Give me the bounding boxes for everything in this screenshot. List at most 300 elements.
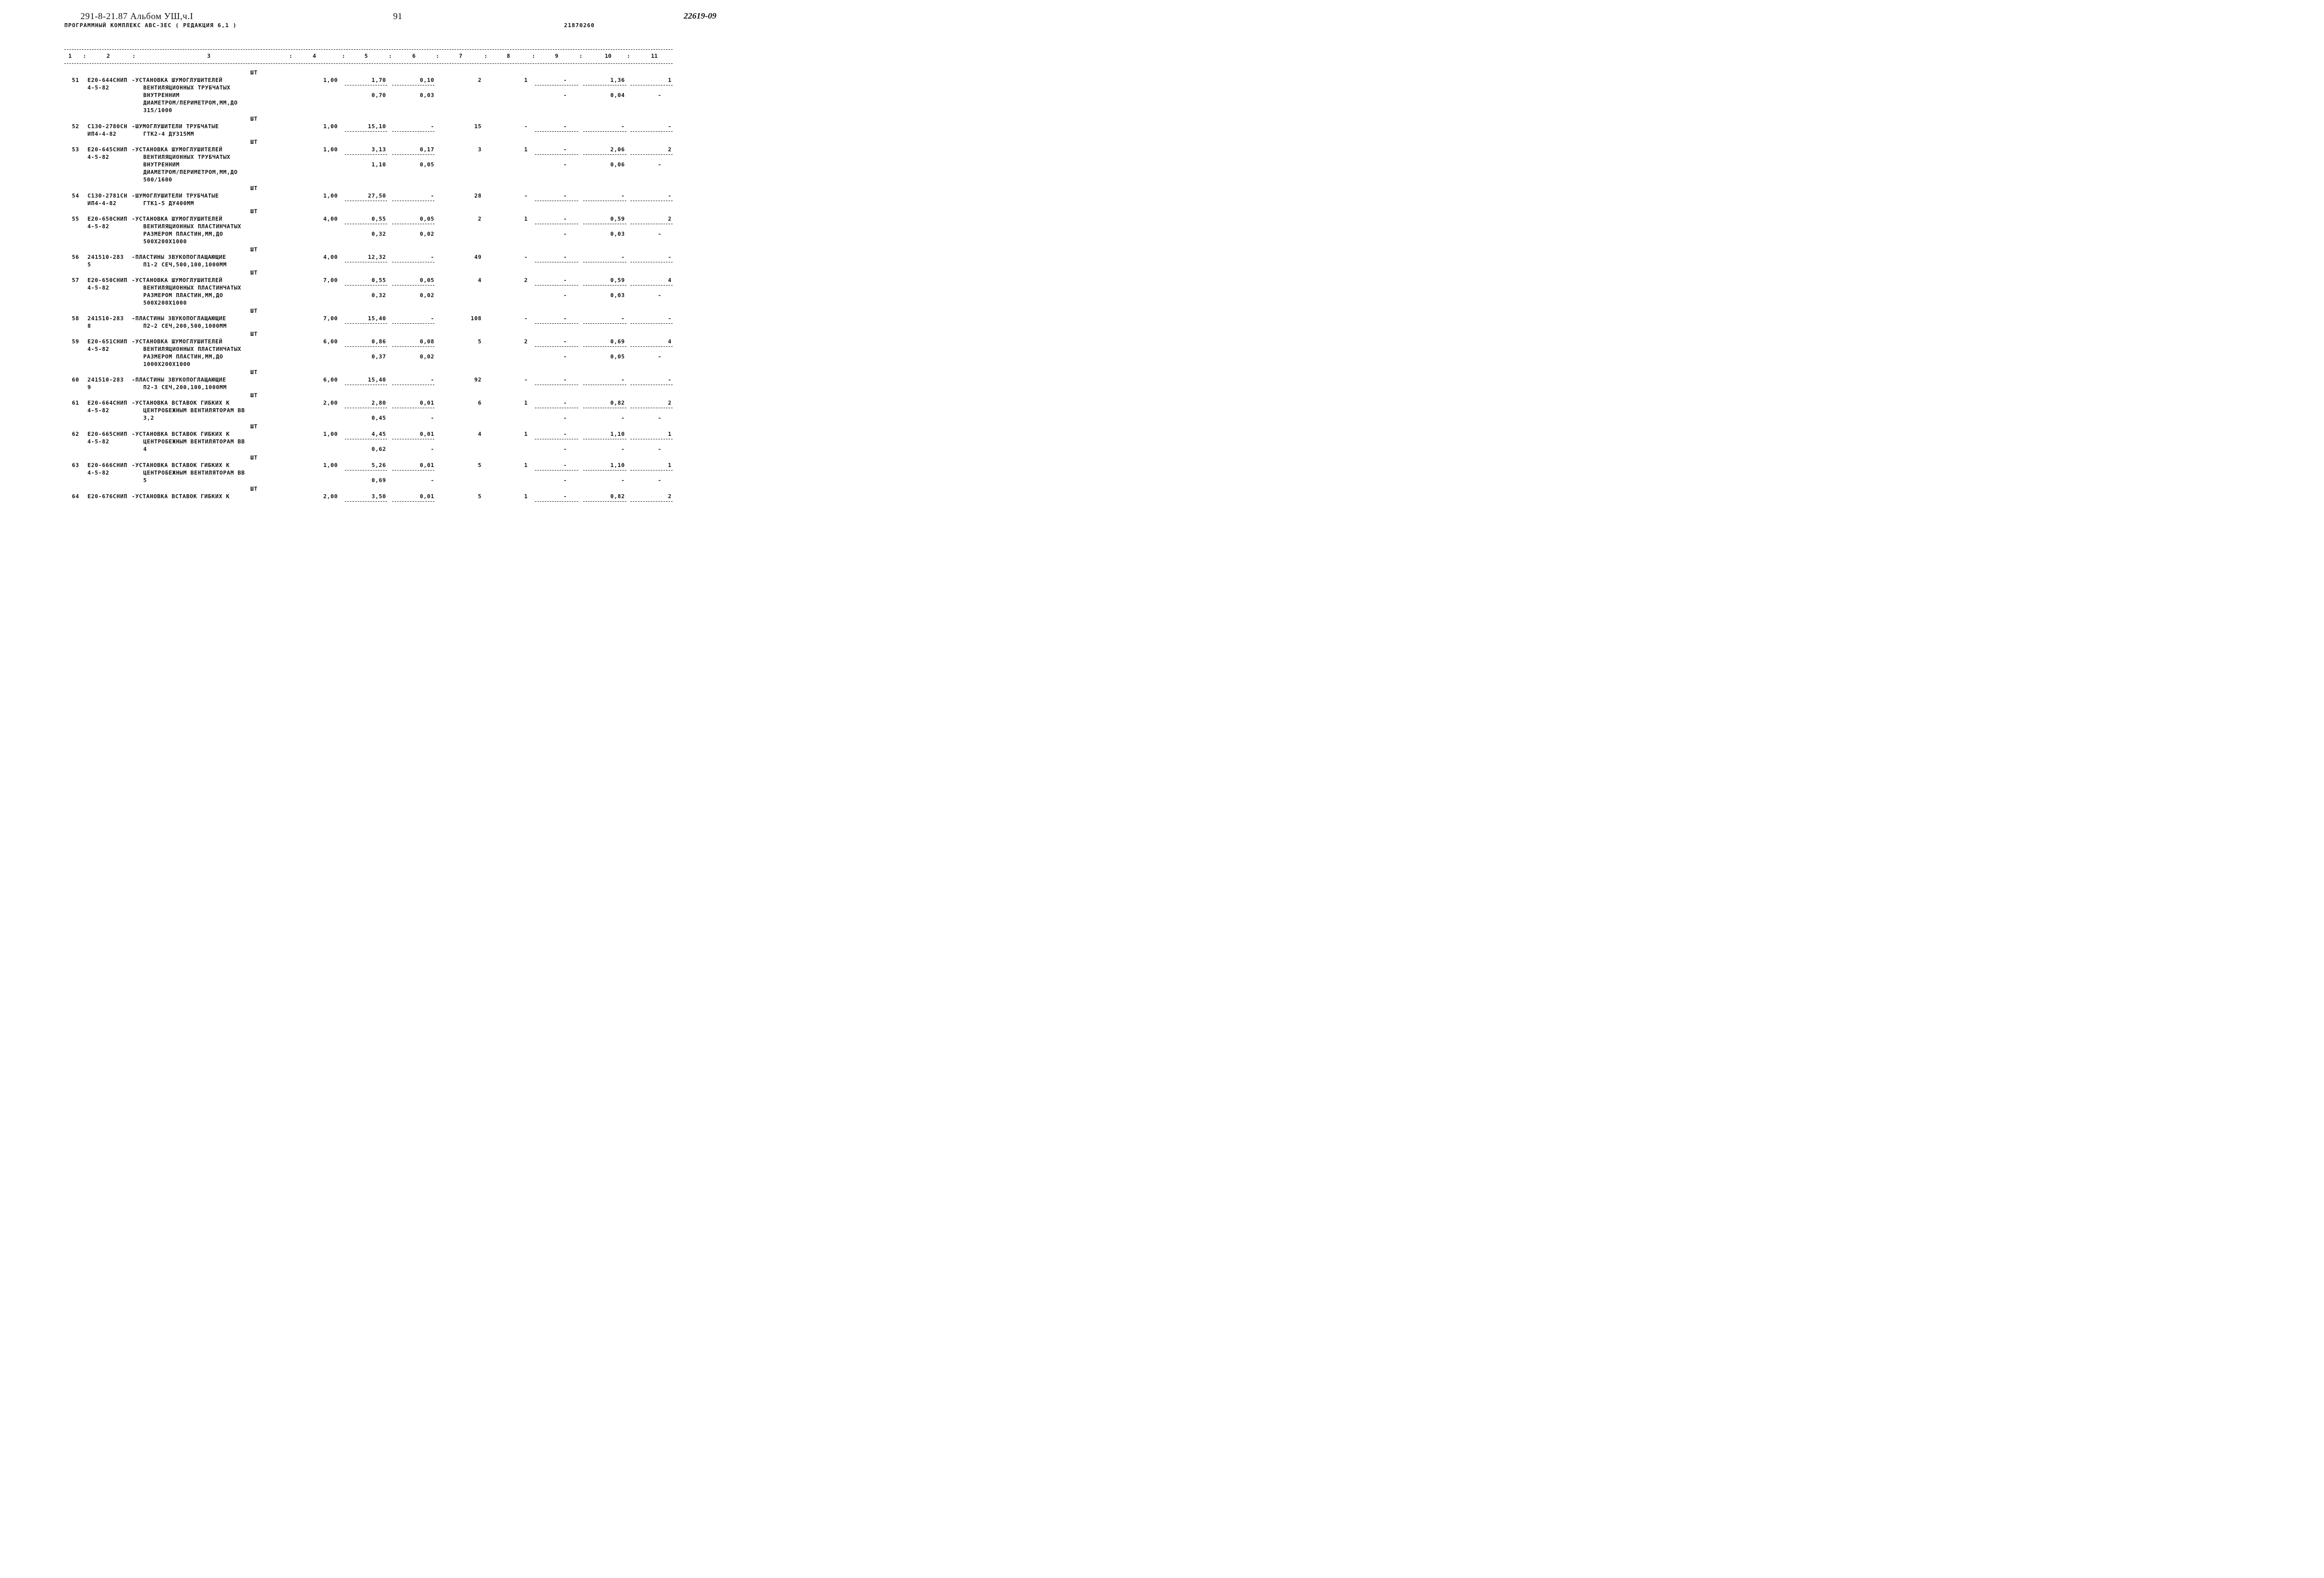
row-description: -УСТАНОВКА ШУМОГЛУШИТЕЛЕЙ — [132, 277, 223, 284]
col5-value: 12,32 — [367, 254, 386, 260]
column-header-3: 3 — [207, 53, 211, 59]
row-description: 1000Х200Х1000 — [143, 361, 191, 367]
col6-value: 0,10 — [420, 77, 434, 83]
row-description: 500/1600 — [143, 176, 172, 183]
quantity: 1,00 — [323, 462, 338, 469]
row-description: РАЗМЕРОМ ПЛАСТИН,ММ,ДО — [143, 231, 223, 237]
unit-label: ШТ — [250, 69, 258, 76]
unit-label: ШТ — [250, 369, 258, 376]
col9-value: - — [563, 431, 567, 437]
cell-divider — [535, 285, 578, 286]
col7-value: 4 — [478, 277, 482, 284]
col6-value: 0,01 — [420, 493, 434, 500]
col11-value: - — [668, 193, 672, 199]
col6-value: - — [430, 377, 434, 383]
col8-value: - — [524, 193, 528, 199]
cell-divider — [345, 323, 387, 324]
col10-value-sub: - — [621, 446, 625, 452]
row-description: ЦЕНТРОБЕЖНЫМ ВЕНТИЛЯТОРАМ ВВ — [143, 407, 245, 414]
unit-label: ШТ — [250, 116, 258, 122]
column-separator: : — [289, 53, 293, 59]
row-description: ВЕНТИЛЯЦИОННЫХ ПЛАСТИНЧАТЫХ — [143, 223, 242, 230]
col9-value: - — [563, 462, 567, 469]
program-title: ПРОГРАММНЫЙ КОМПЛЕКС АВС-3ЕС ( РЕДАКЦИЯ 6,1 ) — [64, 22, 237, 29]
cell-divider — [630, 323, 673, 324]
row-number: 55 — [72, 216, 79, 222]
norm-code-sub: 4-5-82 — [87, 223, 110, 230]
column-header-5: 5 — [364, 53, 368, 59]
col7-value: 6 — [478, 400, 482, 406]
quantity: 1,00 — [323, 146, 338, 153]
col11-value-sub: - — [658, 92, 662, 99]
unit-label: ШТ — [250, 423, 258, 430]
col6-value: - — [430, 254, 434, 260]
col7-value: 28 — [474, 193, 482, 199]
row-description: 4 — [143, 446, 147, 452]
cell-divider — [345, 131, 387, 132]
col5-value: 0,55 — [371, 216, 386, 222]
col7-value: 108 — [471, 315, 482, 322]
col7-value: 5 — [478, 462, 482, 469]
col5-value-sub: 0,37 — [371, 353, 386, 360]
row-description: ГТК2-4 ДУ315ММ — [143, 131, 195, 137]
cell-divider — [345, 285, 387, 286]
col6-value: 0,17 — [420, 146, 434, 153]
column-separator: : — [484, 53, 488, 59]
row-description: 3,2 — [143, 415, 154, 421]
cell-divider — [535, 470, 578, 471]
col10-value: - — [621, 123, 625, 130]
unit-label: ШТ — [250, 308, 258, 314]
quantity: 1,00 — [323, 123, 338, 130]
row-description: ЦЕНТРОБЕЖНЫМ ВЕНТИЛЯТОРАМ ВВ — [143, 470, 245, 476]
col7-value: 2 — [478, 77, 482, 83]
col5-value: 3,50 — [371, 493, 386, 500]
col8-value: - — [524, 315, 528, 322]
norm-code: Е20-676СНИП — [87, 493, 128, 500]
row-description: ЦЕНТРОБЕЖНЫМ ВЕНТИЛЯТОРАМ ВВ — [143, 438, 245, 445]
col6-value-sub: - — [430, 415, 434, 421]
row-description: -УСТАНОВКА ВСТАВОК ГИБКИХ К — [132, 493, 230, 500]
column-separator: : — [436, 53, 439, 59]
cell-divider — [630, 131, 673, 132]
unit-label: ШТ — [250, 139, 258, 145]
row-number: 56 — [72, 254, 79, 260]
row-description: -ПЛАСТИНЫ ЗВУКОПОГЛАЩАЮЩИЕ — [132, 377, 226, 383]
unit-label: ШТ — [250, 269, 258, 276]
document-code: 21870260 — [564, 22, 595, 29]
norm-code: Е20-644СНИП — [87, 77, 128, 83]
row-number: 54 — [72, 193, 79, 199]
row-description: -УСТАНОВКА ШУМОГЛУШИТЕЛЕЙ — [132, 146, 223, 153]
col10-value-sub: - — [621, 415, 625, 421]
row-number: 60 — [72, 377, 79, 383]
col5-value: 3,13 — [371, 146, 386, 153]
col10-value: - — [621, 254, 625, 260]
row-description: ВНУТРЕННИМ — [143, 92, 180, 99]
row-number: 63 — [72, 462, 79, 469]
col9-value-sub: - — [563, 292, 567, 299]
column-separator: : — [532, 53, 535, 59]
column-header-4: 4 — [313, 53, 316, 59]
col11-value: 2 — [668, 146, 672, 153]
col8-value: 2 — [524, 338, 528, 345]
norm-code-sub: 4-5-82 — [87, 346, 110, 352]
col11-value-sub: - — [658, 446, 662, 452]
col6-value-sub: 0,02 — [420, 353, 434, 360]
row-description: -УСТАНОВКА ШУМОГЛУШИТЕЛЕЙ — [132, 216, 223, 222]
column-header-11: 11 — [651, 53, 658, 59]
col8-value: 1 — [524, 431, 528, 437]
col11-value: 4 — [668, 277, 672, 284]
norm-code: Е20-665СНИП — [87, 431, 128, 437]
col7-value: 3 — [478, 146, 482, 153]
album-title: 291-8-21.87 Альбом УШ,ч.I — [80, 11, 194, 21]
cell-divider — [583, 154, 626, 155]
row-description: -УСТАНОВКА ШУМОГЛУШИТЕЛЕЙ — [132, 77, 223, 83]
norm-code: Е20-650СНИП — [87, 277, 128, 284]
row-number: 53 — [72, 146, 79, 153]
col10-value: 0,82 — [610, 493, 625, 500]
norm-code-sub: 4-5-82 — [87, 84, 110, 91]
unit-label: ШТ — [250, 208, 258, 215]
unit-label: ШТ — [250, 392, 258, 399]
col11-value: - — [668, 123, 672, 130]
row-description: П1-2 СЕЧ,500,100,1000ММ — [143, 261, 227, 268]
row-description: -УСТАНОВКА ВСТАВОК ГИБКИХ К — [132, 462, 230, 469]
col5-value: 5,26 — [371, 462, 386, 469]
col10-value: 0,82 — [610, 400, 625, 406]
cell-divider — [583, 323, 626, 324]
col6-value: 0,01 — [420, 400, 434, 406]
cell-divider — [535, 501, 578, 502]
col11-value: - — [668, 254, 672, 260]
norm-code: Е20-645СНИП — [87, 146, 128, 153]
row-description: ВЕНТИЛЯЦИОННЫХ ТРУБЧАТЫХ — [143, 84, 231, 91]
col5-value-sub: 0,45 — [371, 415, 386, 421]
col9-value: - — [563, 254, 567, 260]
col9-value-sub: - — [563, 161, 567, 168]
col10-value: 0,69 — [610, 338, 625, 345]
norm-code-sub: 9 — [87, 384, 91, 391]
cell-divider — [535, 323, 578, 324]
row-description: ВЕНТИЛЯЦИОННЫХ ТРУБЧАТЫХ — [143, 154, 231, 160]
row-description: -УСТАНОВКА ВСТАВОК ГИБКИХ К — [132, 400, 230, 406]
cell-divider — [345, 470, 387, 471]
unit-label: ШТ — [250, 454, 258, 461]
cell-divider — [630, 285, 673, 286]
col8-value: - — [524, 254, 528, 260]
col7-value: 5 — [478, 493, 482, 500]
row-description: ДИАМЕТРОМ/ПЕРИМЕТРОМ,ММ,ДО — [143, 100, 238, 106]
col6-value: 0,01 — [420, 431, 434, 437]
quantity: 4,00 — [323, 254, 338, 260]
col11-value-sub: - — [658, 231, 662, 237]
col11-value: 2 — [668, 216, 672, 222]
col5-value: 0,86 — [371, 338, 386, 345]
cell-divider — [392, 285, 434, 286]
column-separator: : — [579, 53, 583, 59]
quantity: 2,00 — [323, 493, 338, 500]
row-number: 59 — [72, 338, 79, 345]
norm-code-sub: 5 — [87, 261, 91, 268]
quantity: 2,00 — [323, 400, 338, 406]
table-top-rule — [64, 49, 673, 50]
quantity: 6,00 — [323, 377, 338, 383]
col11-value: 1 — [668, 77, 672, 83]
col5-value: 15,40 — [367, 315, 386, 322]
norm-code: С130-2780СН — [87, 123, 128, 130]
cell-divider — [630, 154, 673, 155]
cell-divider — [392, 323, 434, 324]
norm-code: Е20-666СНИП — [87, 462, 128, 469]
col9-value: - — [563, 277, 567, 284]
norm-code: 241510-283 — [87, 315, 124, 322]
col6-value-sub: 0,03 — [420, 92, 434, 99]
row-description: РАЗМЕРОМ ПЛАСТИН,ММ,ДО — [143, 292, 223, 299]
column-separator: : — [83, 53, 86, 59]
unit-label: ШТ — [250, 246, 258, 253]
col9-value: - — [563, 216, 567, 222]
col11-value: 1 — [668, 462, 672, 469]
row-description: ВЕНТИЛЯЦИОННЫХ ПЛАСТИНЧАТЫХ — [143, 285, 242, 291]
row-description: -ШУМОГЛУШИТЕЛИ ТРУБЧАТЫЕ — [132, 123, 219, 130]
document-page — [0, 0, 777, 527]
col11-value: - — [668, 377, 672, 383]
norm-code: Е20-650СНИП — [87, 216, 128, 222]
cell-divider — [630, 470, 673, 471]
col9-value: - — [563, 193, 567, 199]
col6-value: 0,08 — [420, 338, 434, 345]
col5-value: 2,80 — [371, 400, 386, 406]
col9-value-sub: - — [563, 446, 567, 452]
col10-value-sub: - — [621, 477, 625, 484]
row-description: 5 — [143, 477, 147, 484]
col7-value: 5 — [478, 338, 482, 345]
norm-code: Е20-651СНИП — [87, 338, 128, 345]
col10-value: - — [621, 193, 625, 199]
cell-divider — [583, 346, 626, 347]
col8-value: 1 — [524, 216, 528, 222]
col5-value-sub: 0,62 — [371, 446, 386, 452]
col7-value: 92 — [474, 377, 482, 383]
column-header-6: 6 — [412, 53, 416, 59]
table-header-rule — [64, 63, 673, 64]
col9-value: - — [563, 123, 567, 130]
col9-value-sub: - — [563, 415, 567, 421]
col11-value: 2 — [668, 493, 672, 500]
cell-divider — [583, 285, 626, 286]
norm-code-sub: 4-5-82 — [87, 470, 110, 476]
quantity: 6,00 — [323, 338, 338, 345]
col6-value: - — [430, 123, 434, 130]
cell-divider — [535, 131, 578, 132]
column-header-2: 2 — [107, 53, 110, 59]
column-header-8: 8 — [507, 53, 510, 59]
quantity: 1,00 — [323, 193, 338, 199]
quantity: 1,00 — [323, 77, 338, 83]
row-description: П2-3 СЕЧ,200,100,1000ММ — [143, 384, 227, 391]
row-description: ГТК1-5 ДУ400ММ — [143, 200, 195, 207]
norm-code-sub: 4-5-82 — [87, 154, 110, 160]
row-number: 52 — [72, 123, 79, 130]
column-separator: : — [342, 53, 345, 59]
col11-value: 4 — [668, 338, 672, 345]
row-number: 51 — [72, 77, 79, 83]
row-description: -ПЛАСТИНЫ ЗВУКОПОГЛАЩАЮЩИЕ — [132, 254, 226, 260]
col7-value: 2 — [478, 216, 482, 222]
cell-divider — [630, 501, 673, 502]
row-description: П2-2 СЕЧ,200,500,1000ММ — [143, 323, 227, 329]
col10-value: - — [621, 377, 625, 383]
column-header-1: 1 — [68, 53, 72, 59]
col10-value: 0,59 — [610, 277, 625, 284]
unit-label: ШТ — [250, 331, 258, 337]
col5-value-sub: 0,69 — [371, 477, 386, 484]
col10-value: 1,10 — [610, 462, 625, 469]
col10-value: 1,36 — [610, 77, 625, 83]
row-description: РАЗМЕРОМ ПЛАСТИН,ММ,ДО — [143, 353, 223, 360]
col6-value: 0,05 — [420, 277, 434, 284]
col9-value: - — [563, 400, 567, 406]
norm-code: 241510-283 — [87, 254, 124, 260]
column-separator: : — [389, 53, 392, 59]
cell-divider — [392, 346, 434, 347]
row-number: 61 — [72, 400, 79, 406]
col9-value-sub: - — [563, 92, 567, 99]
col6-value: - — [430, 193, 434, 199]
col10-value-sub: 0,03 — [610, 231, 625, 237]
cell-divider — [392, 154, 434, 155]
col6-value: 0,01 — [420, 462, 434, 469]
col5-value: 4,45 — [371, 431, 386, 437]
row-number: 62 — [72, 431, 79, 437]
cell-divider — [392, 501, 434, 502]
column-separator: : — [627, 53, 630, 59]
col7-value: 15 — [474, 123, 482, 130]
quantity: 4,00 — [323, 216, 338, 222]
col5-value-sub: 0,32 — [371, 292, 386, 299]
col11-value: 1 — [668, 431, 672, 437]
row-description: -УСТАНОВКА ВСТАВОК ГИБКИХ К — [132, 431, 230, 437]
col6-value: - — [430, 315, 434, 322]
norm-code: 241510-283 — [87, 377, 124, 383]
row-description: -ПЛАСТИНЫ ЗВУКОПОГЛАЩАЮЩИЕ — [132, 315, 226, 322]
col6-value-sub: 0,02 — [420, 292, 434, 299]
col11-value-sub: - — [658, 353, 662, 360]
column-header-10: 10 — [605, 53, 612, 59]
row-description: -ШУМОГЛУШИТЕЛИ ТРУБЧАТЫЕ — [132, 193, 219, 199]
col5-value-sub: 1,10 — [371, 161, 386, 168]
quantity: 7,00 — [323, 315, 338, 322]
col5-value: 15,40 — [367, 377, 386, 383]
norm-code-sub: ИП4-4-82 — [87, 131, 117, 137]
page-number: 91 — [393, 11, 402, 21]
col11-value-sub: - — [658, 477, 662, 484]
norm-code: Е20-664СНИП — [87, 400, 128, 406]
col9-value: - — [563, 315, 567, 322]
norm-code: С130-2781СН — [87, 193, 128, 199]
col6-value-sub: - — [430, 477, 434, 484]
col8-value: 2 — [524, 277, 528, 284]
row-description: ДИАМЕТРОМ/ПЕРИМЕТРОМ,ММ,ДО — [143, 169, 238, 175]
col10-value-sub: 0,05 — [610, 353, 625, 360]
row-description: 500Х200Х1000 — [143, 300, 187, 306]
col8-value: 1 — [524, 493, 528, 500]
col9-value: - — [563, 493, 567, 500]
col6-value: 0,05 — [420, 216, 434, 222]
cell-divider — [583, 131, 626, 132]
norm-code-sub: 8 — [87, 323, 91, 329]
col11-value-sub: - — [658, 292, 662, 299]
col9-value: - — [563, 338, 567, 345]
col6-value-sub: - — [430, 446, 434, 452]
col9-value-sub: - — [563, 353, 567, 360]
column-separator: : — [132, 53, 136, 59]
cell-divider — [345, 154, 387, 155]
norm-code-sub: 4-5-82 — [87, 285, 110, 291]
col9-value-sub: - — [563, 477, 567, 484]
col9-value: - — [563, 377, 567, 383]
col8-value: 1 — [524, 77, 528, 83]
unit-label: ШТ — [250, 185, 258, 192]
row-description: ВЕНТИЛЯЦИОННЫХ ПЛАСТИНЧАТЫХ — [143, 346, 242, 352]
col10-value-sub: 0,06 — [610, 161, 625, 168]
col7-value: 49 — [474, 254, 482, 260]
col10-value: 0,59 — [610, 216, 625, 222]
col10-value: - — [621, 315, 625, 322]
norm-code-sub: ИП4-4-82 — [87, 200, 117, 207]
col5-value: 0,55 — [371, 277, 386, 284]
column-header-9: 9 — [555, 53, 559, 59]
col11-value: 2 — [668, 400, 672, 406]
col11-value-sub: - — [658, 161, 662, 168]
cell-divider — [345, 346, 387, 347]
col5-value: 1,70 — [371, 77, 386, 83]
unit-label: ШТ — [250, 486, 258, 492]
col8-value: - — [524, 123, 528, 130]
row-number: 57 — [72, 277, 79, 284]
col5-value-sub: 0,32 — [371, 231, 386, 237]
row-description: -УСТАНОВКА ШУМОГЛУШИТЕЛЕЙ — [132, 338, 223, 345]
col5-value: 27,50 — [367, 193, 386, 199]
row-description: ВНУТРЕННИМ — [143, 161, 180, 168]
quantity: 1,00 — [323, 431, 338, 437]
cell-divider — [392, 131, 434, 132]
col9-value: - — [563, 77, 567, 83]
cell-divider — [535, 346, 578, 347]
quantity: 7,00 — [323, 277, 338, 284]
col11-value-sub: - — [658, 415, 662, 421]
norm-code-sub: 4-5-82 — [87, 438, 110, 445]
row-description: 315/1000 — [143, 107, 172, 114]
col10-value: 2,06 — [610, 146, 625, 153]
col6-value-sub: 0,02 — [420, 231, 434, 237]
cell-divider — [630, 346, 673, 347]
col7-value: 4 — [478, 431, 482, 437]
col10-value-sub: 0,04 — [610, 92, 625, 99]
cell-divider — [392, 470, 434, 471]
col8-value: 1 — [524, 400, 528, 406]
col10-value-sub: 0,03 — [610, 292, 625, 299]
norm-code-sub: 4-5-82 — [87, 407, 110, 414]
col5-value-sub: 0,70 — [371, 92, 386, 99]
row-number: 64 — [72, 493, 79, 500]
cell-divider — [535, 154, 578, 155]
cell-divider — [583, 470, 626, 471]
col8-value: - — [524, 377, 528, 383]
row-description: 500Х200Х1000 — [143, 238, 187, 245]
